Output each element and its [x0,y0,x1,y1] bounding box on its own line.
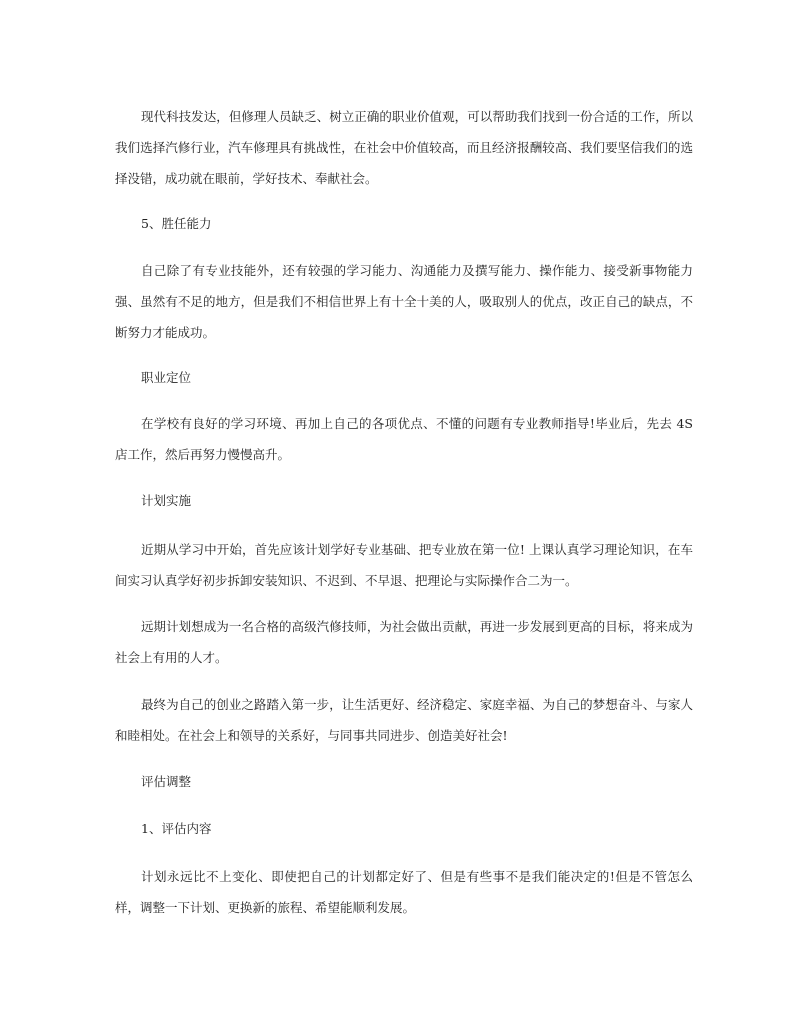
paragraph-final-goal: 最终为自己的创业之路踏入第一步，让生活更好、经济稳定、家庭幸福、为自己的梦想奋斗、与家人和睦相处。在社会上和领导的关系好，与同事共同进步、创造美好社会! [115,697,693,743]
paragraph-long-term-plan: 远期计划想成为一名合格的高级汽修技师，为社会做出贡献，再进一步发展到更高的目标，将来成为社会上有用的人才。 [115,619,693,665]
section-heading-plan-implementation: 计划实施 [141,493,192,508]
paragraph-career-positioning: 在学校有良好的学习环境、再加上自己的各项优点、不懂的问题有专业教师指导!毕业后，先去 4S 店工作，然后再努力慢慢高升。 [115,416,693,462]
paragraph-evaluation-content: 计划永远比不上变化、即使把自己的计划都定好了、但是有些事不是我们能决定的!但是不管怎么样，调整一下计划、更换新的旅程、希望能顺利发展。 [115,869,693,915]
paragraph-career-values: 现代科技发达，但修理人员缺乏、树立正确的职业价值观，可以帮助我们找到一份合适的工作，所以我们选择汽修行业，汽车修理具有挑战性，在社会中价值较高，而且经济报酬较高、我们要坚信我们的选择没错，成功就在眼前，学好技术、奉献社会。 [115,109,693,186]
subsection-heading-evaluation-content: 1、评估内容 [141,821,212,836]
section-heading-competence: 5、胜任能力 [141,216,212,231]
paragraph-short-term-plan: 近期从学习中开始，首先应该计划学好专业基础、把专业放在第一位! 上课认真学习理论知识，在车间实习认真学好初步拆卸安装知识、不迟到、不早退、把理论与实际操作合二为一。 [115,542,693,588]
paragraph-competence: 自己除了有专业技能外，还有较强的学习能力、沟通能力及撰写能力、操作能力、接受新事物能力强、虽然有不足的地方，但是我们不相信世界上有十全十美的人，吸取别人的优点，改正自己的缺点，不断努力才能成功。 [115,263,693,340]
section-heading-evaluation-adjustment: 评估调整 [141,774,192,789]
section-heading-career-positioning: 职业定位 [141,370,192,385]
